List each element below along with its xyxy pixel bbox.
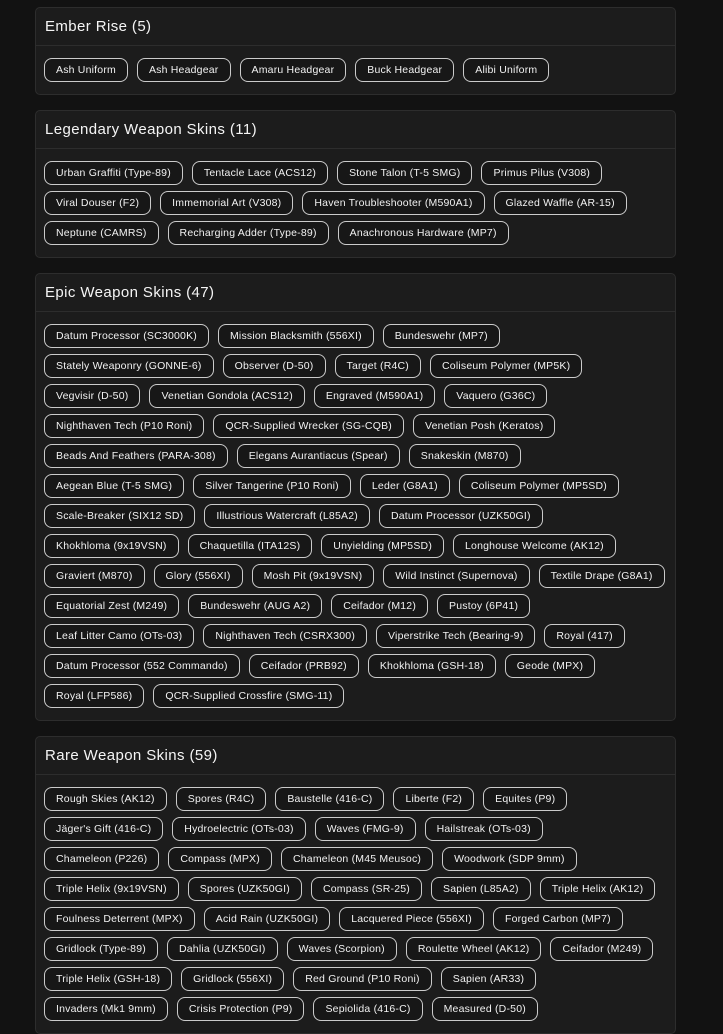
section-title: Epic Weapon Skins (47) — [45, 284, 215, 301]
skin-chip[interactable]: Snakeskin (M870) — [409, 444, 521, 468]
skin-chip[interactable]: Vegvisir (D-50) — [44, 384, 140, 408]
skin-chip[interactable]: Chameleon (M45 Meusoc) — [281, 847, 433, 871]
skin-chip[interactable]: Ash Headgear — [137, 58, 231, 82]
skin-chip[interactable]: Silver Tangerine (P10 Roni) — [193, 474, 351, 498]
skin-chip[interactable]: Beads And Feathers (PARA-308) — [44, 444, 228, 468]
skin-chip[interactable]: Aegean Blue (T-5 SMG) — [44, 474, 184, 498]
skin-chip[interactable]: Red Ground (P10 Roni) — [293, 967, 432, 991]
skin-chip[interactable]: Glory (556XI) — [154, 564, 243, 588]
skin-chip[interactable]: Nighthaven Tech (CSRX300) — [203, 624, 367, 648]
skin-chip[interactable]: Ceifador (PRB92) — [249, 654, 359, 678]
skin-chip[interactable]: Chaquetilla (ITA12S) — [188, 534, 313, 558]
skin-chip[interactable]: Gridlock (556XI) — [181, 967, 284, 991]
skin-chip[interactable]: Anachronous Hardware (MP7) — [338, 221, 509, 245]
section-title: Legendary Weapon Skins (11) — [45, 121, 258, 138]
skin-chip[interactable]: Triple Helix (AK12) — [540, 877, 656, 901]
skin-chip[interactable]: Forged Carbon (MP7) — [493, 907, 623, 931]
skin-chip[interactable]: Spores (R4C) — [176, 787, 267, 811]
skin-chip[interactable]: Pustoy (6P41) — [437, 594, 530, 618]
skin-chip[interactable]: Immemorial Art (V308) — [160, 191, 293, 215]
skin-chip[interactable]: Waves (FMG-9) — [315, 817, 416, 841]
skin-chip[interactable]: Liberte (F2) — [393, 787, 474, 811]
skin-chip[interactable]: Mission Blacksmith (556XI) — [218, 324, 374, 348]
skin-chip[interactable]: Hailstreak (OTs-03) — [425, 817, 543, 841]
skin-chip[interactable]: Nighthaven Tech (P10 Roni) — [44, 414, 204, 438]
section-title: Ember Rise (5) — [45, 18, 152, 35]
skin-chip[interactable]: Tentacle Lace (ACS12) — [192, 161, 328, 185]
skin-chip[interactable]: Datum Processor (SC3000K) — [44, 324, 209, 348]
skin-chip[interactable]: Waves (Scorpion) — [287, 937, 397, 961]
skin-chip[interactable]: Ash Uniform — [44, 58, 128, 82]
skin-chip[interactable]: Viperstrike Tech (Bearing-9) — [376, 624, 535, 648]
skin-chip[interactable]: Khokhloma (GSH-18) — [368, 654, 496, 678]
skin-chip[interactable]: Royal (417) — [544, 624, 624, 648]
skin-chip[interactable]: Sapien (AR33) — [441, 967, 536, 991]
skin-chip[interactable]: Ceifador (M12) — [331, 594, 428, 618]
skin-chip[interactable]: Primus Pilus (V308) — [481, 161, 602, 185]
skin-chip[interactable]: Mosh Pit (9x19VSN) — [252, 564, 375, 588]
section-body — [36, 312, 675, 720]
skin-chip[interactable]: Roulette Wheel (AK12) — [406, 937, 542, 961]
skin-section — [35, 7, 676, 95]
skin-chip[interactable]: Illustrious Watercraft (L85A2) — [204, 504, 370, 528]
skin-chip[interactable]: Engraved (M590A1) — [314, 384, 435, 408]
skin-chip[interactable]: QCR-Supplied Wrecker (SG-CQB) — [213, 414, 404, 438]
skin-chip[interactable]: Bundeswehr (MP7) — [383, 324, 500, 348]
skin-chip[interactable]: Dahlia (UZK50GI) — [167, 937, 278, 961]
skin-chip[interactable]: Invaders (Mk1 9mm) — [44, 997, 168, 1021]
skin-chip[interactable]: Buck Headgear — [355, 58, 454, 82]
skin-section — [35, 273, 676, 721]
skin-chip[interactable]: Coliseum Polymer (MP5K) — [430, 354, 582, 378]
skin-chip[interactable]: Urban Graffiti (Type-89) — [44, 161, 183, 185]
skin-chip[interactable]: Acid Rain (UZK50GI) — [204, 907, 330, 931]
skin-chip[interactable]: Vaquero (G36C) — [444, 384, 547, 408]
skin-chip[interactable]: Chameleon (P226) — [44, 847, 159, 871]
skin-chip[interactable]: Compass (MPX) — [168, 847, 272, 871]
skin-section — [35, 736, 676, 1034]
skin-chip[interactable]: Gridlock (Type-89) — [44, 937, 158, 961]
skin-chip[interactable]: Amaru Headgear — [240, 58, 347, 82]
skin-chip[interactable]: Equites (P9) — [483, 787, 567, 811]
skin-chip[interactable]: Elegans Aurantiacus (Spear) — [237, 444, 400, 468]
skin-chip[interactable]: Alibi Uniform — [463, 58, 549, 82]
skin-chip[interactable]: Haven Troubleshooter (M590A1) — [302, 191, 484, 215]
skin-chip[interactable]: Jäger's Gift (416-C) — [44, 817, 163, 841]
skin-chip[interactable]: Venetian Posh (Keratos) — [413, 414, 555, 438]
skin-section — [35, 110, 676, 258]
sections-container — [35, 7, 676, 1034]
skin-chip[interactable]: Sepiolida (416-C) — [313, 997, 422, 1021]
skin-chip[interactable]: Triple Helix (9x19VSN) — [44, 877, 179, 901]
skin-chip[interactable]: Longhouse Welcome (AK12) — [453, 534, 616, 558]
skin-chip[interactable]: Datum Processor (UZK50GI) — [379, 504, 543, 528]
section-header — [36, 111, 675, 149]
skin-chip[interactable]: Glazed Waffle (AR-15) — [494, 191, 627, 215]
skin-chip[interactable]: Woodwork (SDP 9mm) — [442, 847, 577, 871]
section-header — [36, 737, 675, 775]
skin-chip[interactable]: Rough Skies (AK12) — [44, 787, 167, 811]
skin-chip[interactable]: Textile Drape (G8A1) — [539, 564, 665, 588]
skin-chip[interactable]: Datum Processor (552 Commando) — [44, 654, 240, 678]
section-header — [36, 274, 675, 312]
skin-chip[interactable]: Khokhloma (9x19VSN) — [44, 534, 179, 558]
skin-chip[interactable]: Coliseum Polymer (MP5SD) — [459, 474, 619, 498]
skin-chip[interactable]: Observer (D-50) — [223, 354, 326, 378]
skin-chip[interactable]: Neptune (CAMRS) — [44, 221, 159, 245]
skin-chip[interactable]: Leaf Litter Camo (OTs-03) — [44, 624, 194, 648]
skin-chip[interactable]: Lacquered Piece (556XI) — [339, 907, 484, 931]
skin-chip[interactable]: Stately Weaponry (GONNE-6) — [44, 354, 214, 378]
skin-chip[interactable]: Wild Instinct (Supernova) — [383, 564, 529, 588]
skin-chip[interactable]: Triple Helix (GSH-18) — [44, 967, 172, 991]
skin-chip[interactable]: Target (R4C) — [335, 354, 422, 378]
skin-chip[interactable]: Spores (UZK50GI) — [188, 877, 302, 901]
skin-chip[interactable]: Equatorial Zest (M249) — [44, 594, 179, 618]
skin-chip[interactable]: Stone Talon (T-5 SMG) — [337, 161, 472, 185]
skin-chip[interactable]: Baustelle (416-C) — [275, 787, 384, 811]
skin-chip[interactable]: Measured (D-50) — [432, 997, 538, 1021]
section-body — [36, 775, 675, 1033]
skin-chip[interactable]: Recharging Adder (Type-89) — [168, 221, 329, 245]
skin-chip[interactable]: Crisis Protection (P9) — [177, 997, 305, 1021]
skin-chip[interactable]: Royal (LFP586) — [44, 684, 144, 708]
skin-chip[interactable]: Ceifador (M249) — [550, 937, 653, 961]
skin-chip[interactable]: Geode (MPX) — [505, 654, 595, 678]
skin-chip[interactable]: QCR-Supplied Crossfire (SMG-11) — [153, 684, 344, 708]
skin-chip[interactable]: Bundeswehr (AUG A2) — [188, 594, 322, 618]
skin-chip[interactable]: Hydroelectric (OTs-03) — [172, 817, 305, 841]
skin-chip[interactable]: Leder (G8A1) — [360, 474, 450, 498]
skin-chip[interactable]: Foulness Deterrent (MPX) — [44, 907, 195, 931]
skin-chip[interactable]: Viral Douser (F2) — [44, 191, 151, 215]
skin-chip[interactable]: Compass (SR-25) — [311, 877, 422, 901]
section-body — [36, 149, 675, 257]
skin-chip[interactable]: Venetian Gondola (ACS12) — [149, 384, 304, 408]
section-title: Rare Weapon Skins (59) — [45, 747, 218, 764]
skin-chip[interactable]: Graviert (M870) — [44, 564, 145, 588]
skin-chip[interactable]: Unyielding (MP5SD) — [321, 534, 444, 558]
skin-chip[interactable]: Scale-Breaker (SIX12 SD) — [44, 504, 195, 528]
section-body — [36, 46, 675, 94]
section-header — [36, 8, 675, 46]
skin-chip[interactable]: Sapien (L85A2) — [431, 877, 531, 901]
